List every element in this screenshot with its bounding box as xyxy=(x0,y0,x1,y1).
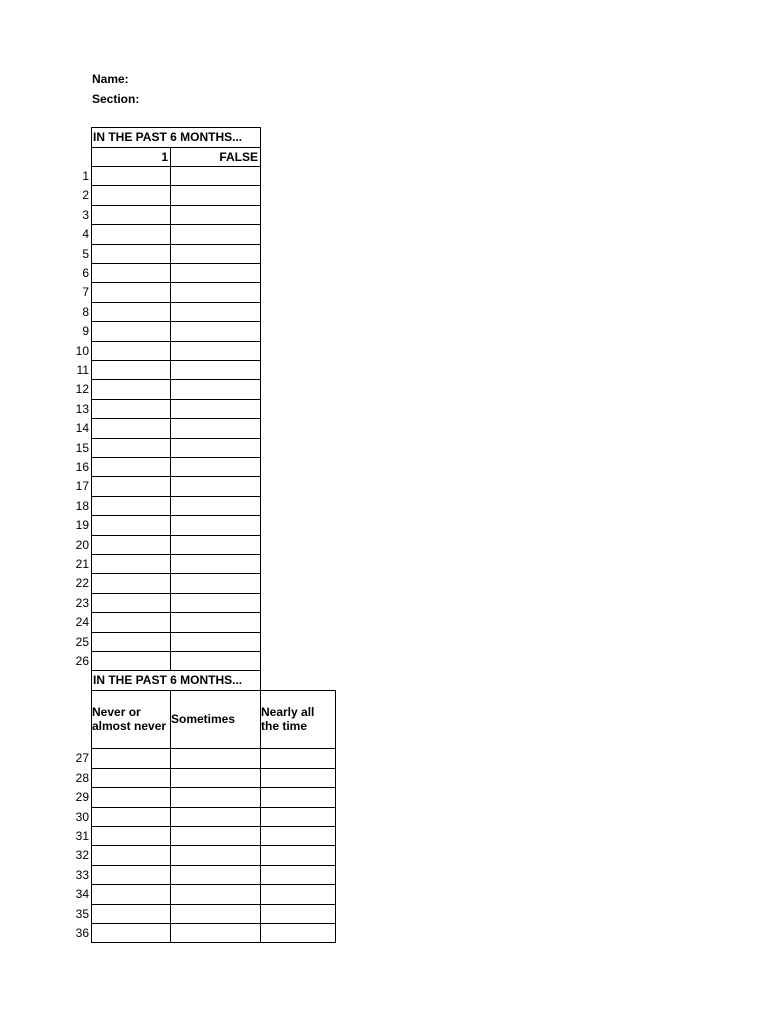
row-number: 2 xyxy=(82,188,89,203)
row-number: 6 xyxy=(82,266,89,280)
response-cell[interactable] xyxy=(170,573,261,593)
row-number: 22 xyxy=(75,576,89,591)
response-cell[interactable] xyxy=(260,884,336,904)
row-number: 27 xyxy=(75,751,89,766)
response-cell[interactable] xyxy=(91,321,171,341)
row-number: 31 xyxy=(75,829,89,843)
response-cell[interactable] xyxy=(170,807,261,827)
response-cell[interactable] xyxy=(91,554,171,574)
row-number: 29 xyxy=(75,790,89,805)
response-cell[interactable] xyxy=(91,185,171,205)
response-cell[interactable] xyxy=(170,748,261,768)
response-cell[interactable] xyxy=(260,865,336,885)
response-cell[interactable] xyxy=(170,884,261,904)
response-cell[interactable] xyxy=(170,438,261,458)
row-number: 20 xyxy=(75,537,89,552)
row-number: 34 xyxy=(75,887,89,902)
response-cell[interactable] xyxy=(260,787,336,807)
row-number: 33 xyxy=(75,867,89,882)
response-cell[interactable] xyxy=(170,923,261,943)
response-cell[interactable] xyxy=(170,535,261,555)
response-cell[interactable] xyxy=(91,457,171,477)
response-cell[interactable] xyxy=(170,476,261,496)
response-cell[interactable] xyxy=(170,865,261,885)
response-cell[interactable] xyxy=(91,787,171,807)
response-cell[interactable] xyxy=(260,768,336,788)
response-cell[interactable] xyxy=(170,418,261,438)
response-cell[interactable] xyxy=(91,379,171,399)
response-cell[interactable] xyxy=(91,224,171,244)
response-cell[interactable] xyxy=(170,166,261,186)
response-cell[interactable] xyxy=(170,185,261,205)
response-cell[interactable] xyxy=(91,244,171,264)
response-cell[interactable] xyxy=(260,748,336,768)
response-cell[interactable] xyxy=(91,282,171,302)
response-cell[interactable] xyxy=(170,845,261,865)
response-cell[interactable] xyxy=(170,399,261,419)
response-cell[interactable] xyxy=(260,923,336,943)
response-cell[interactable] xyxy=(170,360,261,380)
response-cell[interactable] xyxy=(170,826,261,846)
response-cell[interactable] xyxy=(170,379,261,399)
block1-header: IN THE PAST 6 MONTHS... xyxy=(93,130,243,144)
row-number: 8 xyxy=(82,304,89,319)
response-cell[interactable] xyxy=(91,904,171,924)
response-cell[interactable] xyxy=(91,341,171,361)
row-number: 3 xyxy=(82,207,89,222)
row-number: 35 xyxy=(75,906,89,921)
response-cell[interactable] xyxy=(170,263,261,283)
response-cell[interactable] xyxy=(170,496,261,516)
name-label: Name: xyxy=(92,72,129,86)
response-cell[interactable] xyxy=(91,399,171,419)
response-cell[interactable] xyxy=(91,807,171,827)
response-cell[interactable] xyxy=(91,593,171,613)
block1-value-1: 1 xyxy=(161,150,168,164)
response-cell[interactable] xyxy=(91,263,171,283)
response-cell[interactable] xyxy=(91,748,171,768)
row-number: 9 xyxy=(82,324,89,339)
response-cell[interactable] xyxy=(170,515,261,535)
row-number: 30 xyxy=(75,809,89,824)
response-cell[interactable] xyxy=(91,360,171,380)
row-number: 17 xyxy=(75,479,89,494)
column-header-nearly-all: Nearly all the time xyxy=(261,705,315,734)
response-cell[interactable] xyxy=(91,515,171,535)
response-cell[interactable] xyxy=(170,554,261,574)
response-cell[interactable] xyxy=(170,244,261,264)
block2-header: IN THE PAST 6 MONTHS... xyxy=(93,673,243,688)
response-cell[interactable] xyxy=(91,826,171,846)
section-label: Section: xyxy=(92,92,140,106)
row-number: 26 xyxy=(75,654,89,668)
response-cell[interactable] xyxy=(170,651,261,671)
response-cell[interactable] xyxy=(170,612,261,632)
response-cell[interactable] xyxy=(170,224,261,244)
response-cell[interactable] xyxy=(91,573,171,593)
row-number: 12 xyxy=(75,382,89,397)
response-cell[interactable] xyxy=(170,593,261,613)
response-cell[interactable] xyxy=(170,282,261,302)
response-cell[interactable] xyxy=(91,845,171,865)
response-cell[interactable] xyxy=(91,418,171,438)
row-number: 21 xyxy=(75,557,89,571)
response-cell[interactable] xyxy=(91,302,171,322)
response-cell[interactable] xyxy=(170,632,261,652)
row-number: 32 xyxy=(75,848,89,863)
row-number: 5 xyxy=(82,246,89,261)
response-cell[interactable] xyxy=(260,807,336,827)
response-cell[interactable] xyxy=(170,904,261,924)
response-cell[interactable] xyxy=(91,923,171,943)
row-number: 1 xyxy=(82,169,89,183)
response-cell[interactable] xyxy=(170,341,261,361)
response-cell[interactable] xyxy=(91,768,171,788)
row-number: 23 xyxy=(75,595,89,610)
row-number: 7 xyxy=(82,285,89,300)
row-number: 14 xyxy=(75,421,89,436)
row-number: 4 xyxy=(82,227,89,242)
response-cell[interactable] xyxy=(170,787,261,807)
response-cell[interactable] xyxy=(91,496,171,516)
response-cell[interactable] xyxy=(91,205,171,225)
row-number: 24 xyxy=(75,615,89,630)
response-cell[interactable] xyxy=(91,535,171,555)
row-number: 19 xyxy=(75,518,89,533)
response-cell[interactable] xyxy=(260,904,336,924)
row-number: 16 xyxy=(75,460,89,474)
row-number: 18 xyxy=(75,498,89,513)
response-cell[interactable] xyxy=(91,865,171,885)
response-cell[interactable] xyxy=(170,768,261,788)
row-number: 10 xyxy=(75,343,89,358)
column-header-never: Never or almost never xyxy=(92,705,167,734)
row-number: 28 xyxy=(75,770,89,785)
response-cell[interactable] xyxy=(91,438,171,458)
block1-value-2: FALSE xyxy=(219,150,258,164)
response-cell[interactable] xyxy=(170,457,261,477)
row-number: 11 xyxy=(76,363,89,377)
response-cell[interactable] xyxy=(170,321,261,341)
response-cell[interactable] xyxy=(170,205,261,225)
row-number: 15 xyxy=(75,440,89,455)
response-cell[interactable] xyxy=(91,651,171,671)
response-cell[interactable] xyxy=(91,476,171,496)
response-cell[interactable] xyxy=(91,612,171,632)
response-cell[interactable] xyxy=(260,845,336,865)
response-cell[interactable] xyxy=(91,632,171,652)
response-cell[interactable] xyxy=(260,826,336,846)
response-cell[interactable] xyxy=(91,166,171,186)
response-cell[interactable] xyxy=(170,302,261,322)
column-header-sometimes: Sometimes xyxy=(171,712,236,727)
row-number: 36 xyxy=(75,926,89,940)
row-number: 25 xyxy=(75,634,89,649)
row-number: 13 xyxy=(75,401,89,416)
response-cell[interactable] xyxy=(91,884,171,904)
